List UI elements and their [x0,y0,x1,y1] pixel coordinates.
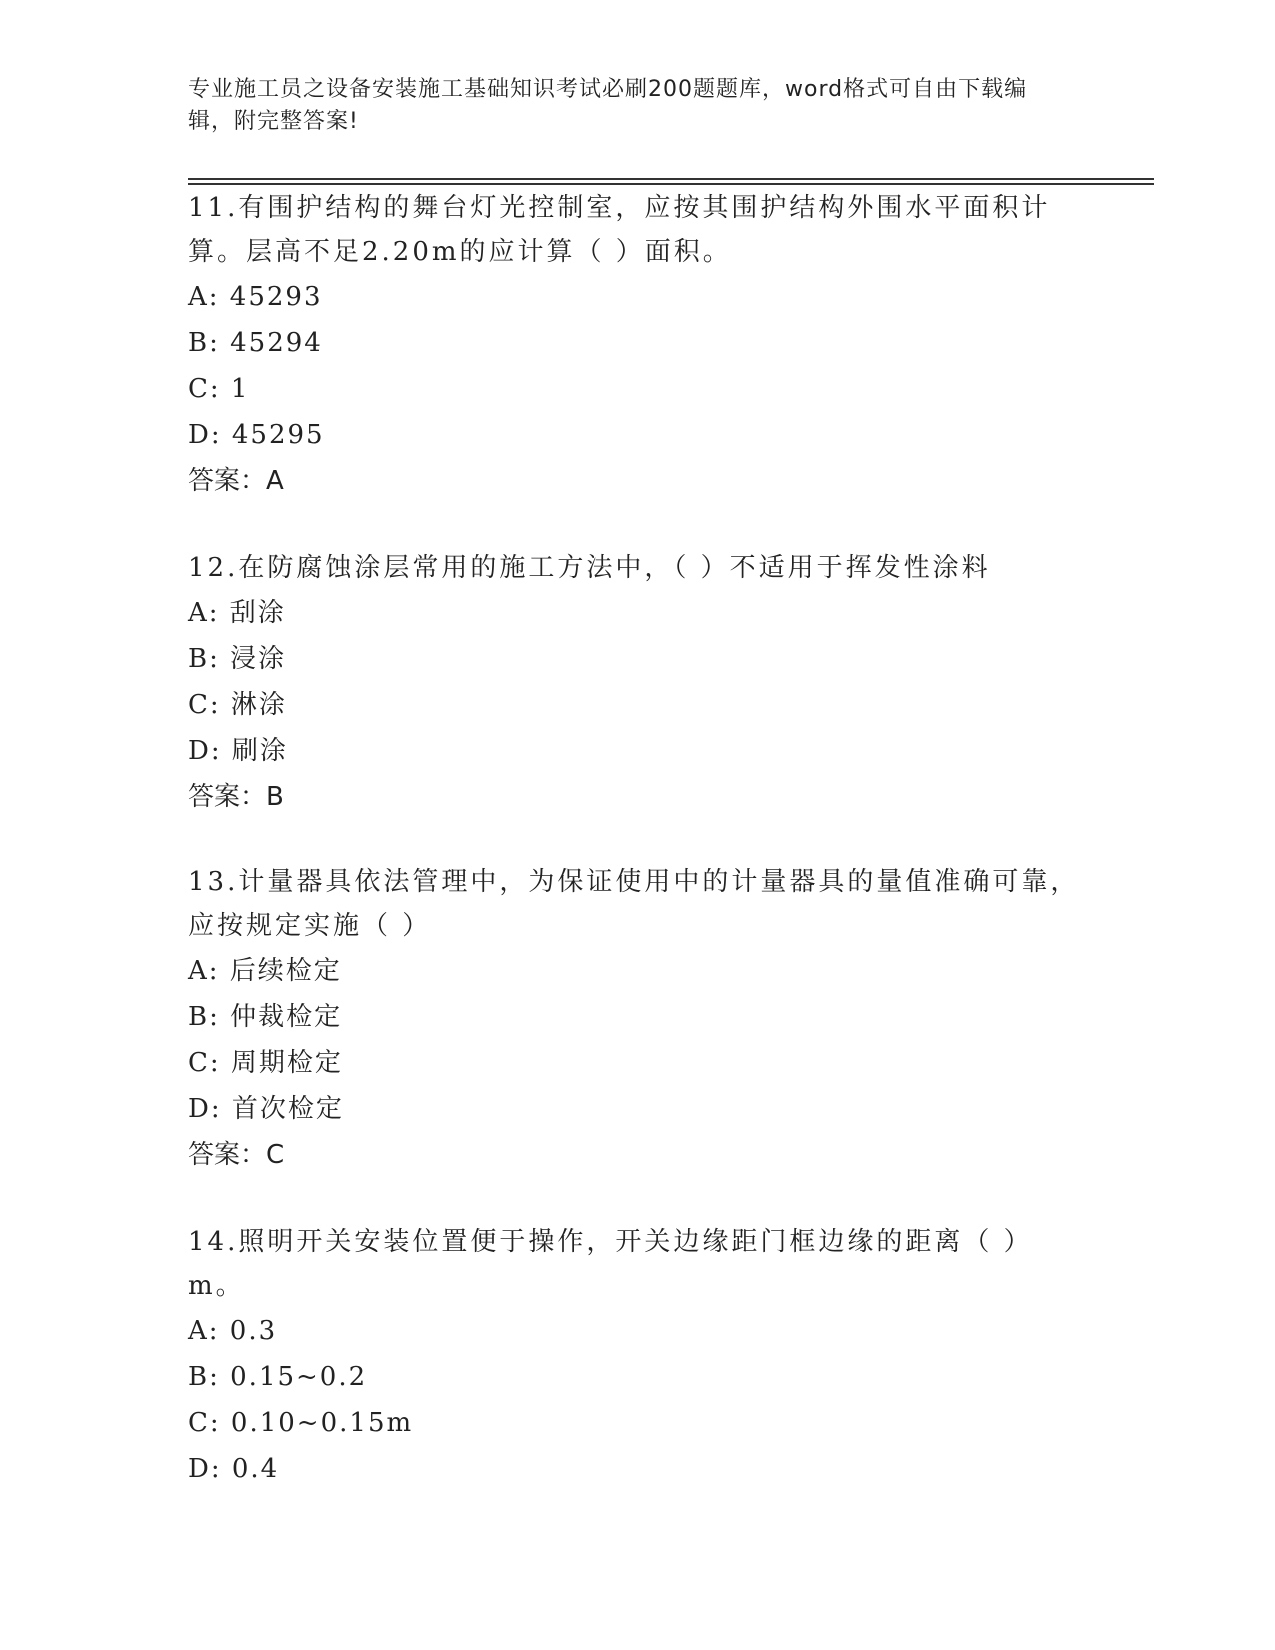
question-text: 13.计量器具依法管理中，为保证使用中的计量器具的量值准确可靠，应按规定实施（ ） [188,867,1080,941]
header-divider-top [188,178,1154,180]
option-b: B: 0.15~0.2 [188,1362,368,1392]
answer: 答案：B [188,782,284,812]
answer: 答案：A [188,466,284,496]
option-d: D: 0.4 [188,1454,280,1484]
option-b: B: 浸涂 [188,644,287,674]
option-d: D: 45295 [188,420,325,450]
question-text: 14.照明开关安装位置便于操作，开关边缘距门框边缘的距离（ ）m。 [188,1227,1033,1301]
question-12 [188,546,1088,820]
option-a: A: 45293 [188,282,323,312]
question-text: 11.有围护结构的舞台灯光控制室，应按其围护结构外围水平面积计算。层高不足2.20m的应计算（ ）面积。 [188,193,1051,267]
question-13 [188,860,1088,1178]
option-d: D: 首次检定 [188,1094,344,1124]
question-14 [188,1220,1088,1492]
option-a: A: 刮涂 [188,598,286,628]
document-header: 专业施工员之设备安装施工基础知识考试必刷200题题库，word格式可自由下载编辑，附完整答案! [188,77,1028,134]
answer: 答案：C [188,1140,285,1170]
question-11 [188,186,1088,504]
option-c: C: 周期检定 [188,1048,343,1078]
option-c: C: 1 [188,374,250,404]
option-a: A: 后续检定 [188,956,342,986]
option-c: C: 0.10~0.15m [188,1408,414,1438]
option-b: B: 仲裁检定 [188,1002,343,1032]
option-b: B: 45294 [188,328,323,358]
option-c: C: 淋涂 [188,690,287,720]
option-a: A: 0.3 [188,1316,278,1346]
header-divider-bottom [188,183,1154,185]
option-d: D: 刷涂 [188,736,288,766]
question-text: 12.在防腐蚀涂层常用的施工方法中，（ ）不适用于挥发性涂料 [188,553,991,583]
